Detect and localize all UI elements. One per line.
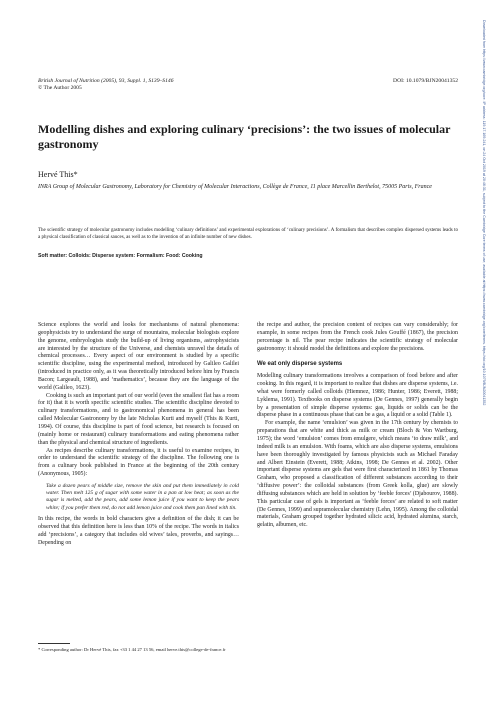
keywords: Soft matter: Colloids: Disperse system: Formalism: Food: Cooking [38,253,203,259]
section-heading: We eat only disperse systems [257,361,343,368]
abstract: The scientific strategy of molecular gastronomy includes modelling ‘culinary definitions’ and experimental explorations of ‘culinary precisions’. A formalism that describes complex dispersed systems leads to a physical classification of classical sauces, as well as to the invention of an infinite number of new dishes. [38,228,458,240]
author-affiliation: INRA Group of Molecular Gastronomy, Laboratory for Chemistry of Molecular Interactions, Collège de France, 11 place Marcellin Berthelot, 75005 Paris, France [38,184,432,190]
article-title: Modelling dishes and exploring culinary ‘precisions’: the two issues of molecular gastronomy [38,122,451,151]
paragraph: Science explores the world and looks for mechanisms of natural phenomena: geophysicists try to understand the surge of mountains, molecular biologists explore the genome, embryologists study the build-up of living organisms, astrophysicists are interested by the structure of the Universe, and chemists unravel the details of chemical processes… Every aspect of our environment is studied by a specific scientific discipline, using the experimental method, introduced by Galileo Galilei (introduced in practice only, as it was theoretically introduced before him by Francis Bacon; Largeault, 1988), and ‘mathematics’, because they are the language of the world (Galileo, 1623). [38,322,239,391]
corresponding-author-footnote: * Corresponding author: Dr Hervé This, fax +33 1 44 27 13 56, email herve.this@college-de-france.fr [38,647,226,652]
paragraph: the recipe and author, the precision content of recipes can vary considerably; for example, in some recipes from the French cook Jules Gouffé (1867), the precision percentage is nil. The pear recipe indicates the scientific strategy of molecular gastronomy: it should model the definitions and explore the precisions. [257,322,458,352]
footnote-rule [38,643,70,644]
paragraph: As recipes describe culinary transformations, it is useful to examine recipes, in order to understand the scientific strategy of the discipline. The following one is from a culinary book published in France at the beginning of the 20th century (Anonymous, 1905): [38,447,239,478]
paragraph: Modelling culinary transformations involves a comparison of food before and after cooking. In this regard, it is important to realize that dishes are disperse systems, i.e. what were formerly called colloids (Hiemnez, 1986; Hunter, 1986; Everett, 1988; Lyklema, 1991). Textbooks on disperse systems (De Gennes, 1997) generally begin by a presentation of simple disperse systems: gas, liquids or solids can be the disperse phase in a continuous phase that can be a gas, a liquid or a solid (Table 1). [257,373,458,419]
author-name: Hervé This* [38,170,78,179]
journal-citation: British Journal of Nutrition (2005), 93, Suppl. 1, S139–S146 [38,78,174,84]
doi[interactable]: DOI: 10.1079/BJN20041352 [393,78,458,84]
paragraph: Cooking is such an important part of our world (even the smallest flat has a room for it) that it is worth specific scientific studies. The scientific discipline devoted to culinary transformations, and to gastronomical phenomena in general has been called Molecular Gastronomy by the late Nicholas Kurti and myself (This & Kurti, 1994). Of course, this discipline is part of food science, but research is focused on (mainly home or restaurant) culinary transformations and eating phenomena rather than the physical and chemical structure of ingredients. [38,392,239,446]
download-notice [480,20,488,700]
copyright-line: © The Author 2005 [38,85,82,92]
recipe-quote: Take a dozen pears of middle size, remove the skin and put them immediately in cold water. Then melt 125 g of sugar with some water in a pan at low heat; as soon as the sugar is melted, add the pears, add some lemon juice if you want to keep the pears white; if you prefer them red, do not add lemon juice and cook them pan lined with tin. [46,482,239,511]
right-column [257,322,458,530]
running-header [38,78,458,93]
left-column [38,322,239,547]
download-notice-text: Downloaded from https://www.cambridge.org/core. IP address: 119.17.169.241, on 24 Oct 2019 at 20:46:31, subject to the Cambridge Core terms of use, available at https://www.cambridge.org/core/terms. https://doi.org/10.1079/BJN20041352 [482,20,486,406]
paragraph: For example, the name ‘emulsion’ was given in the 17th century by chemists to preparations that are white and thick as milk or cream (Bloch & Von Wartburg, 1975); the word ‘emulsion’ comes from emulgere, which means ‘to draw milk’, and indeed milk is an emulsion. With foams, which are also disperse systems, emulsions have been thoroughly investigated by famous physicists such as Michael Faraday and Albert Einstein (Everett, 1988; Atkins, 1998; De Gennes et al. 2002). Other important disperse systems are gels that were first characterized in 1861 by Thomas Graham, who proposed a classification of different substances according to their ‘diffusive power’: the colloidal substances (from Greek kolla, glue) are slowly diffusing substances which are held in solution by ‘feeble forces’ (Djabourov, 1988). This particular case of gels is important as ‘feeble forces’ are related to soft matter (De Gennes, 1999) and supramolecular chemistry (Lehn, 1995). Among the colloidal materials, Graham grouped together hydrated silicic acid, hydrated alumina, starch, gelatin, albumen, etc. [257,420,458,529]
paragraph: In this recipe, the words in bold characters give a definition of the dish; it can be observed that this definition here is less than 10% of the recipe. The words in italics add ‘precisions’, a category that includes old wives’ tales, proverbs, and sayings… Depending on [38,516,239,546]
